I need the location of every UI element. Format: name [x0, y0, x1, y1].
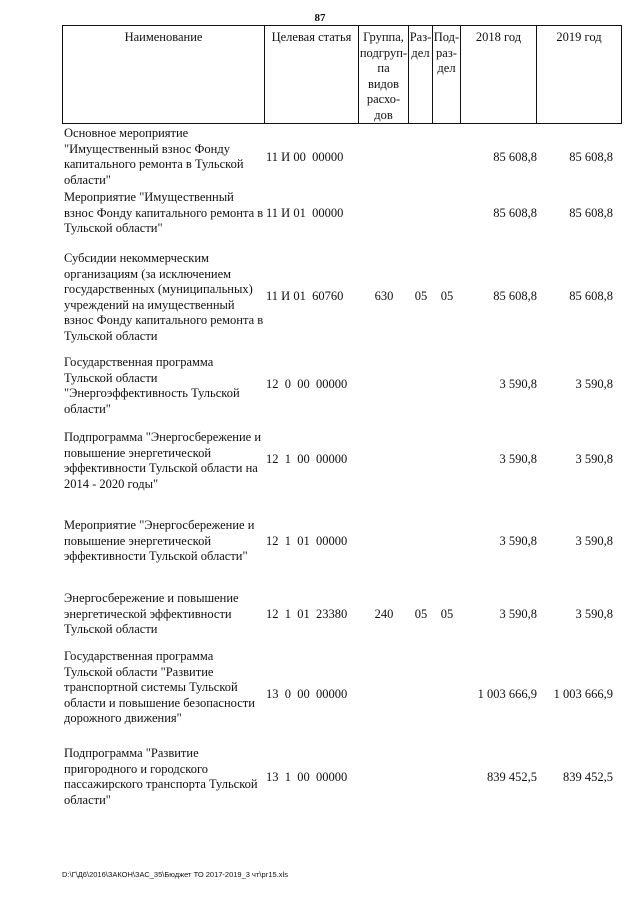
row-subsection: 05 — [440, 289, 454, 303]
row-group: 630 — [374, 289, 394, 303]
header-subsection: Под- раз- дел — [433, 26, 461, 123]
table-header — [62, 25, 622, 124]
header-group: Группа, подгруп- па видов расхо- дов — [359, 26, 409, 123]
row-2018: 85 608,8 — [493, 206, 537, 220]
row-2018: 3 590,8 — [499, 607, 537, 621]
row-name: Государственная программа Тульской области "Развитие транспортной системы Тульской области и повышение безопасности дорожного движения" — [64, 649, 255, 725]
header-2019: 2019 год — [556, 30, 602, 44]
row-2018: 85 608,8 — [493, 150, 537, 164]
row-code: 12 0 00 00000 — [266, 377, 348, 391]
header-section: Раз- дел — [409, 26, 433, 123]
row-2019: 1 003 666,9 — [553, 687, 613, 701]
row-2019: 3 590,8 — [575, 452, 613, 466]
row-2019: 3 590,8 — [575, 534, 613, 548]
row-2019: 839 452,5 — [563, 770, 613, 784]
row-2018: 1 003 666,9 — [477, 687, 537, 701]
row-section: 05 — [414, 289, 428, 303]
row-section: 05 — [414, 607, 428, 621]
header-code: Целевая статья — [265, 26, 359, 123]
row-name: Энергосбережение и повышение энергетической эффективности Тульской области — [64, 591, 239, 636]
row-name: Подпрограмма "Развитие пригородного и городского пассажирского транспорта Тульской области" — [64, 746, 258, 807]
page-number: 87 — [314, 12, 326, 24]
row-2019: 85 608,8 — [569, 206, 613, 220]
row-subsection: 05 — [440, 607, 454, 621]
file-path-footer: D:\Г\Д6\2016\ЗАКОН\ЗАС_35\Бюджет ТО 2017-2019_3 чт\рг15.xls — [62, 870, 288, 879]
header-2018: 2018 год — [461, 26, 537, 123]
row-2019: 85 608,8 — [569, 289, 613, 303]
row-code: 12 1 01 00000 — [266, 534, 348, 548]
row-code: 11 И 01 60760 — [266, 289, 344, 303]
row-code: 13 1 00 00000 — [266, 770, 348, 784]
row-code: 13 0 00 00000 — [266, 687, 348, 701]
row-name: Подпрограмма "Энергосбережение и повышение энергетической эффективности Тульской области на 2014 - 2020 годы" — [64, 430, 262, 491]
row-code: 11 И 01 00000 — [266, 206, 344, 220]
row-code: 12 1 00 00000 — [266, 452, 348, 466]
row-2018: 3 590,8 — [499, 534, 537, 548]
row-code: 12 1 01 23380 — [266, 607, 348, 621]
row-name: Субсидии некоммерческим организациям (за исключением государственных (муниципальных) учреждений на имущественный взнос Фонду капитального ремонта в Тульской области — [64, 251, 264, 343]
row-2018: 3 590,8 — [499, 377, 537, 391]
header-name: Наименование — [63, 26, 265, 123]
row-name: Мероприятие "Энергосбережение и повышение энергетической эффективности Тульской области" — [64, 518, 255, 563]
row-name: Основное мероприятие "Имущественный взнос Фонду капитального ремонта в Тульской области" — [64, 126, 244, 187]
row-2019: 3 590,8 — [575, 377, 613, 391]
row-2019: 3 590,8 — [575, 607, 613, 621]
row-group: 240 — [374, 607, 394, 621]
row-code: 11 И 00 00000 — [266, 150, 344, 164]
row-2018: 85 608,8 — [493, 289, 537, 303]
row-name: Государственная программа Тульской области "Энергоэффективность Тульской области" — [64, 355, 240, 416]
row-2018: 3 590,8 — [499, 452, 537, 466]
row-2018: 839 452,5 — [487, 770, 537, 784]
row-2019: 85 608,8 — [569, 150, 613, 164]
row-name: Мероприятие "Имущественный взнос Фонду капитального ремонта в Тульской области" — [64, 190, 264, 235]
